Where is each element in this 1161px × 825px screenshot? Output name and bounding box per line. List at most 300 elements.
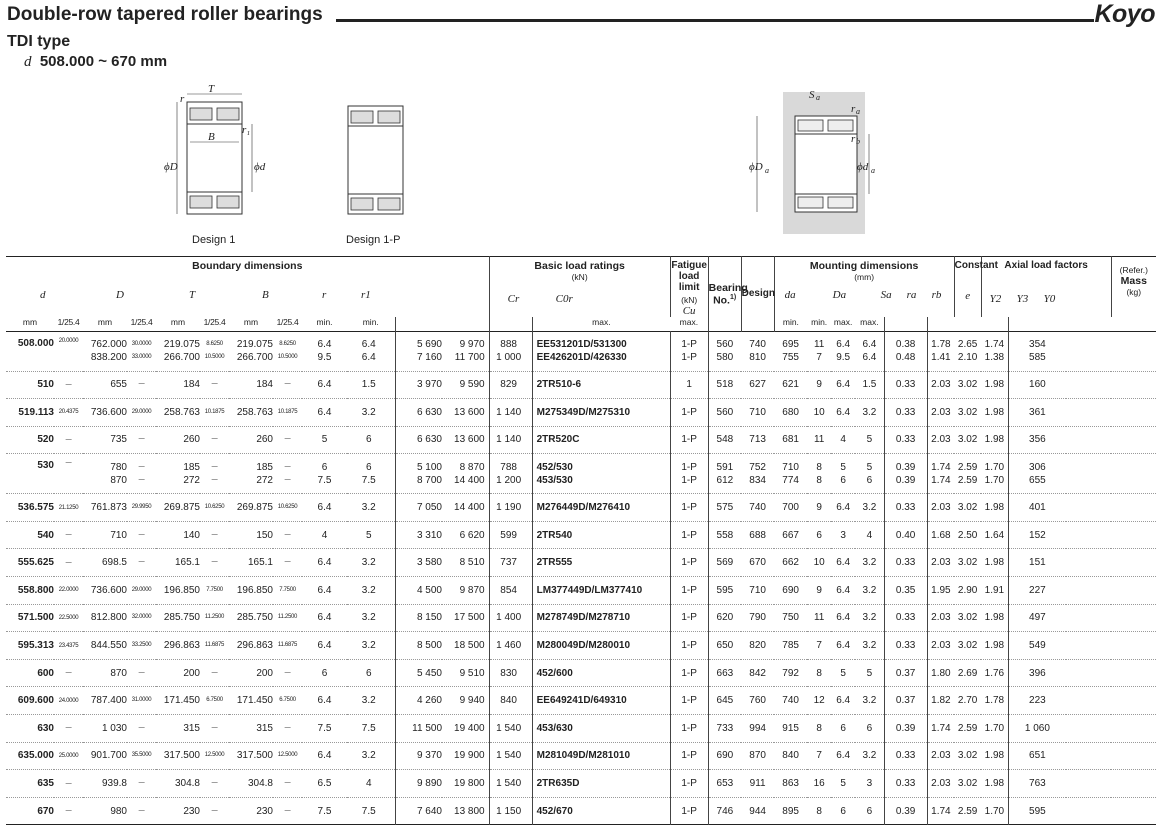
cell-value: — bbox=[211, 476, 218, 483]
cell-value: 2.03 bbox=[931, 750, 951, 762]
cell-value: 452/670 bbox=[536, 805, 573, 817]
cell-value: 1.78 bbox=[984, 695, 1005, 707]
cell-b-in bbox=[273, 687, 302, 715]
cell-t-in bbox=[200, 715, 229, 743]
cell-value: 571.500 bbox=[17, 612, 54, 624]
cell-cr bbox=[395, 454, 442, 494]
cell-value: EE531201D/531300 bbox=[536, 339, 627, 350]
cell-value: 1.98 bbox=[984, 640, 1005, 652]
cell-value: 4 bbox=[866, 529, 873, 541]
cell-t-in bbox=[200, 331, 229, 371]
fatigue-header: Fatigue load limit bbox=[671, 260, 707, 293]
cell-value: 165.1 bbox=[174, 557, 200, 569]
cell-value: 558 bbox=[716, 529, 734, 541]
cell-value: 6 bbox=[866, 474, 873, 486]
cell-ra bbox=[831, 632, 855, 660]
cell-value: 171.450 bbox=[236, 695, 273, 707]
cell-b bbox=[229, 659, 273, 687]
cell-e bbox=[884, 770, 927, 798]
cell-y0 bbox=[981, 371, 1008, 399]
cell-value: 7.5 bbox=[361, 722, 376, 734]
cell-d bbox=[83, 797, 127, 825]
cell-y0 bbox=[981, 659, 1008, 687]
cell-b-in bbox=[273, 549, 302, 577]
cell-value: 519.113 bbox=[18, 406, 54, 418]
cell-value: 1-P bbox=[681, 805, 697, 817]
cell-value: 10.1875 bbox=[277, 408, 298, 415]
cell-value: 2.59 bbox=[957, 805, 978, 817]
cell-ra bbox=[831, 521, 855, 549]
cell-value: 269.875 bbox=[163, 502, 200, 514]
cell-value: 6 bbox=[365, 461, 372, 473]
cell-d bbox=[6, 742, 54, 770]
cell-value: 12.5000 bbox=[204, 752, 225, 759]
cell-value: 1 540 bbox=[496, 722, 522, 734]
cell-r1 bbox=[347, 604, 395, 632]
cell-value: 621 bbox=[782, 379, 799, 391]
cell-value: 3.2 bbox=[361, 557, 376, 569]
cell-value: 9 370 bbox=[416, 750, 442, 762]
cell-value: 219.075 bbox=[163, 339, 200, 350]
cell-ra bbox=[831, 454, 855, 494]
cell-y0 bbox=[981, 632, 1008, 660]
svg-text:r: r bbox=[180, 93, 185, 105]
cell-ra bbox=[831, 715, 855, 743]
cell-b-in bbox=[273, 371, 302, 399]
cell-value: 540 bbox=[37, 529, 54, 541]
cell-value: 549 bbox=[1029, 640, 1046, 652]
col-Cu: Cu bbox=[682, 305, 696, 317]
cell-da bbox=[708, 521, 741, 549]
cell-value: 6.4 bbox=[317, 640, 332, 652]
cell-value: 304.8 bbox=[174, 778, 200, 790]
cell-value: 1 140 bbox=[496, 406, 522, 418]
cell-value: 1-P bbox=[681, 695, 697, 707]
cell-value: 296.863 bbox=[236, 640, 273, 652]
cell-sa bbox=[807, 715, 831, 743]
cell-da-max bbox=[741, 742, 774, 770]
cell-value: 6.4 bbox=[836, 584, 851, 596]
range-value: 508.000 ~ 670 mm bbox=[39, 53, 168, 70]
cell-y2 bbox=[927, 426, 954, 454]
cell-cu bbox=[489, 426, 532, 454]
cell-design bbox=[670, 659, 708, 687]
cell-value: 6 630 bbox=[416, 434, 442, 446]
cell-ra bbox=[831, 371, 855, 399]
cell-value: 9 bbox=[816, 379, 822, 391]
cell-value: 612 bbox=[716, 474, 734, 486]
cell-value: 2.50 bbox=[957, 529, 978, 541]
cell-value: 230 bbox=[256, 805, 273, 817]
cell-design bbox=[670, 399, 708, 427]
cell-value: 595.313 bbox=[17, 640, 54, 652]
cell-value: — bbox=[65, 808, 72, 815]
cell-value: 11.6875 bbox=[277, 642, 298, 649]
cell-cu bbox=[489, 577, 532, 605]
cell-value: 595 bbox=[716, 584, 734, 596]
cell-value: 20.4375 bbox=[58, 409, 79, 416]
cell-y0 bbox=[981, 715, 1008, 743]
table-row bbox=[6, 549, 1156, 577]
cell-d bbox=[6, 549, 54, 577]
cell-y3 bbox=[954, 454, 981, 494]
cell-mass bbox=[1008, 549, 1066, 577]
cell-value: 810 bbox=[749, 352, 766, 363]
cell-da-min bbox=[774, 715, 807, 743]
table-row bbox=[6, 521, 1156, 549]
unit-d-mm: mm bbox=[22, 317, 38, 327]
cell-value: 6.5 bbox=[317, 778, 332, 790]
cell-c0r bbox=[442, 399, 489, 427]
cell-value: — bbox=[284, 476, 291, 483]
cell-ra bbox=[831, 742, 855, 770]
cell-r bbox=[302, 549, 347, 577]
cell-value: 1 460 bbox=[496, 640, 522, 652]
cell-d-in bbox=[54, 770, 83, 798]
cell-d bbox=[6, 715, 54, 743]
cell-t bbox=[156, 454, 200, 494]
cell-ra bbox=[831, 770, 855, 798]
cell-value: 1.70 bbox=[984, 722, 1005, 734]
cell-value: 9 510 bbox=[459, 667, 485, 679]
cell-design bbox=[670, 687, 708, 715]
cell-mass bbox=[1008, 604, 1066, 632]
cell-value: 510 bbox=[37, 379, 54, 391]
cell-value: 599 bbox=[500, 529, 517, 541]
cell-y0 bbox=[981, 521, 1008, 549]
cell-value: 4 260 bbox=[416, 695, 442, 707]
cell-y0 bbox=[981, 549, 1008, 577]
mass-header: Mass bbox=[1120, 275, 1147, 287]
cell-rb bbox=[855, 632, 884, 660]
cell-value: 0.33 bbox=[895, 778, 916, 790]
cell-da-max bbox=[741, 426, 774, 454]
cell-cr bbox=[395, 659, 442, 687]
cell-ra bbox=[831, 604, 855, 632]
cell-value: 2.03 bbox=[931, 502, 951, 514]
cell-value: 695 bbox=[782, 339, 799, 350]
cell-value: 710 bbox=[749, 584, 766, 596]
cell-value: 1 bbox=[686, 379, 692, 391]
cell-da-min bbox=[774, 331, 807, 371]
cell-r bbox=[302, 426, 347, 454]
cell-value: 152 bbox=[1029, 529, 1046, 541]
cell-value: 6.4 bbox=[836, 612, 851, 624]
cell-value: 2.59 bbox=[957, 722, 978, 734]
cell-value: 2TR540 bbox=[536, 529, 573, 541]
cell-d bbox=[83, 331, 127, 371]
cell-value: 1.74 bbox=[931, 805, 951, 817]
cell-value: 5 bbox=[840, 461, 846, 473]
cell-value: 35.5000 bbox=[131, 752, 152, 759]
cell-value: 10.5000 bbox=[277, 354, 298, 360]
cell-value: 736.600 bbox=[90, 584, 127, 596]
cell-value: 6.7500 bbox=[206, 697, 223, 704]
cell-value: 840 bbox=[500, 695, 517, 707]
unit-ra-max: max. bbox=[833, 317, 853, 327]
cell-value: 761.873 bbox=[90, 502, 127, 514]
cell-value: 230 bbox=[183, 805, 200, 817]
cell-value: 1.91 bbox=[984, 584, 1005, 596]
cell-value: 7.5 bbox=[317, 805, 332, 817]
cell-value: 0.33 bbox=[895, 406, 916, 418]
cell-value: 1.98 bbox=[984, 406, 1005, 418]
cell-value: 645 bbox=[716, 695, 734, 707]
cell-d-in bbox=[127, 604, 156, 632]
cell-value: 2.03 bbox=[931, 406, 951, 418]
cell-value: 740 bbox=[782, 695, 799, 707]
cell-value: 1-P bbox=[681, 584, 697, 596]
cell-value: — bbox=[211, 531, 218, 538]
cell-value: 9 890 bbox=[416, 778, 442, 790]
cell-da-min bbox=[774, 426, 807, 454]
load-ratings-header: Basic load ratings bbox=[534, 260, 625, 272]
unit-T-inch: 1/25.4 bbox=[203, 317, 226, 327]
cell-d-in bbox=[54, 604, 83, 632]
cell-y3 bbox=[954, 797, 981, 825]
cell-d bbox=[6, 399, 54, 427]
cell-value: 10.6250 bbox=[204, 504, 225, 511]
cell-b bbox=[229, 454, 273, 494]
cell-design bbox=[670, 521, 708, 549]
cell-rb bbox=[855, 399, 884, 427]
cell-cr bbox=[395, 521, 442, 549]
cell-value: 688 bbox=[749, 529, 766, 541]
cell-b-in bbox=[273, 797, 302, 825]
cell-value: 870 bbox=[749, 750, 766, 762]
cell-d bbox=[83, 715, 127, 743]
cell-value: 11 700 bbox=[454, 352, 485, 363]
cell-r1 bbox=[347, 549, 395, 577]
cell-d-in bbox=[127, 521, 156, 549]
cell-c0r bbox=[442, 770, 489, 798]
cell-value: 0.40 bbox=[895, 529, 916, 541]
cell-value: 820 bbox=[749, 640, 766, 652]
cell-value: 1-P bbox=[681, 750, 697, 762]
cell-cu bbox=[489, 549, 532, 577]
cell-r1 bbox=[347, 426, 395, 454]
cell-mass bbox=[1008, 521, 1066, 549]
cell-design bbox=[670, 604, 708, 632]
cell-value: 0.39 bbox=[895, 722, 916, 734]
cell-value: 317.500 bbox=[163, 750, 200, 762]
cell-value: 518 bbox=[716, 379, 734, 391]
cell-da-max bbox=[741, 521, 774, 549]
table-row bbox=[6, 687, 1156, 715]
cell-e bbox=[884, 604, 927, 632]
cell-e bbox=[884, 494, 927, 522]
cell-sa bbox=[807, 426, 831, 454]
cell-rb bbox=[855, 715, 884, 743]
cell-e bbox=[884, 687, 927, 715]
cell-y3 bbox=[954, 399, 981, 427]
cell-value: 6 bbox=[321, 667, 328, 679]
mounting-header: Mounting dimensions bbox=[809, 260, 919, 272]
cell-b-in bbox=[273, 331, 302, 371]
cell-value: 0.37 bbox=[895, 667, 916, 679]
cell-da bbox=[708, 577, 741, 605]
cell-d-in bbox=[127, 715, 156, 743]
cell-value: — bbox=[211, 559, 218, 566]
cell-value: 452/600 bbox=[536, 667, 573, 679]
cell-value: 219.075 bbox=[236, 339, 273, 350]
cell-value: 6 bbox=[840, 474, 846, 486]
cell-y3 bbox=[954, 659, 981, 687]
cell-value: 8 510 bbox=[459, 557, 485, 569]
cell-d-in bbox=[127, 577, 156, 605]
cell-d-in bbox=[54, 632, 83, 660]
cell-d-in bbox=[54, 687, 83, 715]
cell-ra bbox=[831, 659, 855, 687]
brand-logo: Koyo bbox=[1094, 0, 1155, 28]
cell-value: 8 bbox=[816, 805, 822, 817]
cell-value: 8 870 bbox=[459, 461, 485, 473]
cell-b bbox=[229, 797, 273, 825]
cell-value: 6 620 bbox=[459, 529, 485, 541]
cell-y0 bbox=[981, 426, 1008, 454]
cell-value: 7 bbox=[816, 352, 822, 363]
cell-value: 3.2 bbox=[361, 695, 376, 707]
cell-value: 870 bbox=[110, 667, 127, 679]
cell-value: 2.03 bbox=[931, 640, 951, 652]
cell-value: 8 bbox=[816, 667, 822, 679]
cell-value: 1 400 bbox=[496, 612, 522, 624]
cell-t bbox=[156, 797, 200, 825]
cell-value: 2.90 bbox=[957, 584, 978, 596]
cell-value: 6.4 bbox=[836, 379, 851, 391]
cell-d bbox=[83, 604, 127, 632]
cell-da bbox=[708, 770, 741, 798]
cell-sa bbox=[807, 454, 831, 494]
cell-rb bbox=[855, 426, 884, 454]
cell-y2 bbox=[927, 371, 954, 399]
cell-t-in bbox=[200, 577, 229, 605]
cell-value: 6.4 bbox=[862, 352, 877, 363]
cell-sa bbox=[807, 399, 831, 427]
cell-d-in bbox=[54, 797, 83, 825]
cell-value: 3.02 bbox=[957, 778, 978, 790]
bearing-no-header: Bearing No. bbox=[708, 281, 748, 306]
cell-da-min bbox=[774, 521, 807, 549]
cell-value: 670 bbox=[37, 805, 54, 817]
cell-value: 171.450 bbox=[163, 695, 200, 707]
cell-y3 bbox=[954, 426, 981, 454]
cell-no bbox=[532, 426, 670, 454]
cell-cr bbox=[395, 399, 442, 427]
cell-value: 829 bbox=[500, 379, 517, 391]
cell-value: 840 bbox=[782, 750, 799, 762]
cell-value: 6.7500 bbox=[279, 697, 296, 704]
cell-y0 bbox=[981, 331, 1008, 371]
table-row bbox=[6, 454, 1156, 494]
cell-value: — bbox=[284, 531, 291, 538]
cell-value: 536.575 bbox=[17, 502, 54, 514]
cell-value: 842 bbox=[749, 667, 766, 679]
cell-y2 bbox=[927, 521, 954, 549]
cell-d bbox=[83, 521, 127, 549]
cell-b-in bbox=[273, 715, 302, 743]
cell-da-max bbox=[741, 687, 774, 715]
cell-value: 31.0000 bbox=[131, 697, 152, 704]
cell-y3 bbox=[954, 632, 981, 660]
cell-value: 870 bbox=[110, 474, 127, 486]
cell-value: 735 bbox=[110, 434, 127, 446]
col-ra: ra bbox=[906, 289, 917, 301]
cell-mass bbox=[1008, 426, 1066, 454]
cell-ra bbox=[831, 549, 855, 577]
cell-value: 1.98 bbox=[984, 434, 1005, 446]
cell-value: 200 bbox=[256, 667, 273, 679]
cell-value: 8 bbox=[816, 474, 822, 486]
cell-value: 780 bbox=[110, 461, 127, 473]
cell-value: 6.4 bbox=[862, 339, 877, 350]
cell-value: 713 bbox=[749, 434, 766, 446]
cell-value: 2.59 bbox=[957, 474, 978, 486]
cell-value: 1-P bbox=[681, 667, 697, 679]
load-ratings-unit: (kN) bbox=[571, 272, 588, 282]
cell-value: 6.4 bbox=[317, 584, 332, 596]
cell-value: 0.38 bbox=[895, 339, 916, 350]
cell-r1 bbox=[347, 454, 395, 494]
cell-rb bbox=[855, 797, 884, 825]
cell-r bbox=[302, 494, 347, 522]
cell-y3 bbox=[954, 371, 981, 399]
cell-value: 1.95 bbox=[931, 584, 951, 596]
cell-value: 1 540 bbox=[496, 750, 522, 762]
cell-value: 8 500 bbox=[416, 640, 442, 652]
cell-t bbox=[156, 521, 200, 549]
cell-design bbox=[670, 797, 708, 825]
cell-t bbox=[156, 715, 200, 743]
cell-value: 6.4 bbox=[361, 352, 376, 363]
cell-value: 9 bbox=[816, 584, 822, 596]
cell-b-in bbox=[273, 521, 302, 549]
cell-value: 635.000 bbox=[17, 750, 54, 762]
size-range bbox=[24, 53, 167, 71]
cell-value: 3.2 bbox=[862, 502, 877, 514]
cell-value: 1.5 bbox=[361, 379, 376, 391]
cell-value: 1-P bbox=[681, 778, 697, 790]
cell-value: 11 bbox=[813, 434, 825, 446]
cell-cu bbox=[489, 371, 532, 399]
cell-y0 bbox=[981, 742, 1008, 770]
cell-d-in bbox=[127, 797, 156, 825]
cell-value: 0.39 bbox=[895, 805, 916, 817]
cell-value: 746 bbox=[716, 805, 734, 817]
cell-value: 140 bbox=[183, 529, 200, 541]
cell-value: 33.0000 bbox=[131, 354, 152, 360]
cell-value: 1 140 bbox=[496, 434, 522, 446]
unit-d-inch: 1/25.4 bbox=[57, 317, 80, 327]
cell-value: 994 bbox=[749, 722, 766, 734]
cell-da bbox=[708, 797, 741, 825]
cell-y2 bbox=[927, 742, 954, 770]
cell-cr bbox=[395, 549, 442, 577]
cell-value: M280049D/M280010 bbox=[536, 640, 631, 652]
cell-r bbox=[302, 454, 347, 494]
cell-d-in bbox=[54, 494, 83, 522]
cell-da bbox=[708, 604, 741, 632]
cell-value: 29.0000 bbox=[131, 408, 152, 415]
cell-d bbox=[6, 331, 54, 371]
cell-value: 1-P bbox=[681, 434, 697, 446]
cell-d-in bbox=[127, 494, 156, 522]
page-title: Double-row tapered roller bearings bbox=[7, 4, 323, 25]
cell-d bbox=[6, 604, 54, 632]
cell-ra bbox=[831, 399, 855, 427]
cell-value: 1 200 bbox=[496, 474, 522, 486]
cell-value: 10.6250 bbox=[277, 504, 298, 511]
